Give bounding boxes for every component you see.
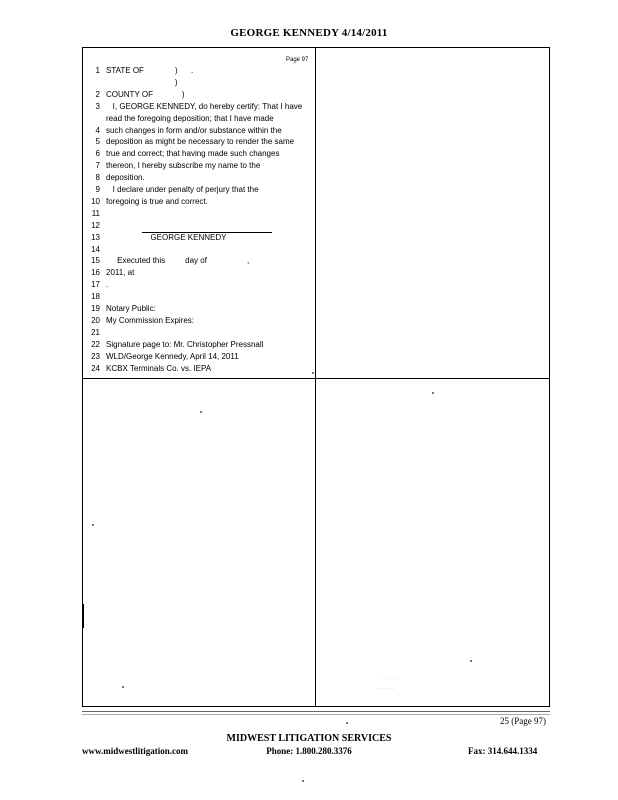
line-number: 13 [91,232,100,242]
line-number: 1 [95,66,100,75]
line-number: 19 [91,304,100,313]
line-text: GEORGE KENNEDY [106,232,227,242]
line-number: 9 [95,185,100,194]
line-text: STATE OF ) . [106,66,194,75]
footer-fax: Fax: 314.644.1334 [468,746,538,756]
line-number: 5 [95,137,100,147]
footer-phone: Phone: 1.800.280.3376 [266,746,352,756]
line-text: My Commission Expires: [106,315,195,325]
faint-stamp-mark: · · · · · [382,676,399,682]
line-text: COUNTY OF ) [106,89,185,99]
footer-company: MIDWEST LITIGATION SERVICES [226,733,392,744]
line-text: I declare under penalty of perjury that the [106,185,259,194]
footer-website: www.midwestlitigation.com [82,746,188,756]
bottom-rule [82,711,550,712]
line-text: 2011, at [106,268,135,278]
vertical-divider [315,47,316,707]
margin-mark [82,604,84,628]
horizontal-divider [82,378,550,379]
line-number: 23 [91,351,100,361]
line-text: thereon, I hereby subscribe my name to the [106,161,261,171]
line-text: KCBX Terminals Co. vs. IEPA [106,363,212,373]
scan-speck [346,722,348,724]
line-text: deposition. [106,173,145,183]
line-text: deposition as might be necessary to render the same [106,137,295,147]
line-text: true and correct; that having made such changes [106,149,280,159]
line-number: 15 [91,256,100,266]
scan-speck [302,780,304,782]
line-text: . [106,280,109,290]
bottom-rule-secondary [82,714,550,715]
line-number: 18 [91,292,100,302]
scan-speck [312,372,314,374]
line-text: read the foregoing deposition; that I have made [106,113,274,123]
scan-speck [122,686,124,688]
line-number: 22 [91,339,100,349]
page-label: Page 97 [286,57,309,63]
line-number: 12 [91,220,100,230]
line-number: 24 [91,363,100,373]
line-number: 14 [91,244,100,254]
line-text: ) [106,77,178,87]
line-text: Executed this day of , [106,256,250,266]
signature-line [142,232,272,233]
line-text: such changes in form and/or substance within the [106,125,282,135]
line-text: Signature page to: Mr. Christopher Pressnall [106,339,264,349]
line-number: 21 [91,327,100,337]
line-number: 11 [91,208,100,218]
footer-page-number: 25 (Page 97) [500,716,546,726]
scan-speck [470,660,472,662]
line-number: 17 [91,280,100,290]
line-text: Notary Public: [106,304,156,313]
scan-speck [432,392,434,394]
line-number: 2 [95,89,100,99]
faint-stamp-mark: · · · · · [378,686,395,692]
line-number: 8 [95,173,100,183]
line-number: 20 [91,315,100,325]
line-text: I, GEORGE KENNEDY, do hereby certify: That I have [106,101,303,111]
scan-speck [200,411,202,413]
line-number: 16 [91,268,100,278]
scan-speck [92,524,94,526]
line-number: 4 [95,125,100,135]
line-number: 7 [95,161,100,171]
line-text: WLD/George Kennedy, April 14, 2011 [106,351,239,361]
line-number: 3 [95,101,100,111]
line-text: foregoing is true and correct. [106,196,208,206]
line-number: 6 [95,149,100,159]
document-header-title: GEORGE KENNEDY 4/14/2011 [230,27,388,39]
line-number: 10 [91,196,100,206]
